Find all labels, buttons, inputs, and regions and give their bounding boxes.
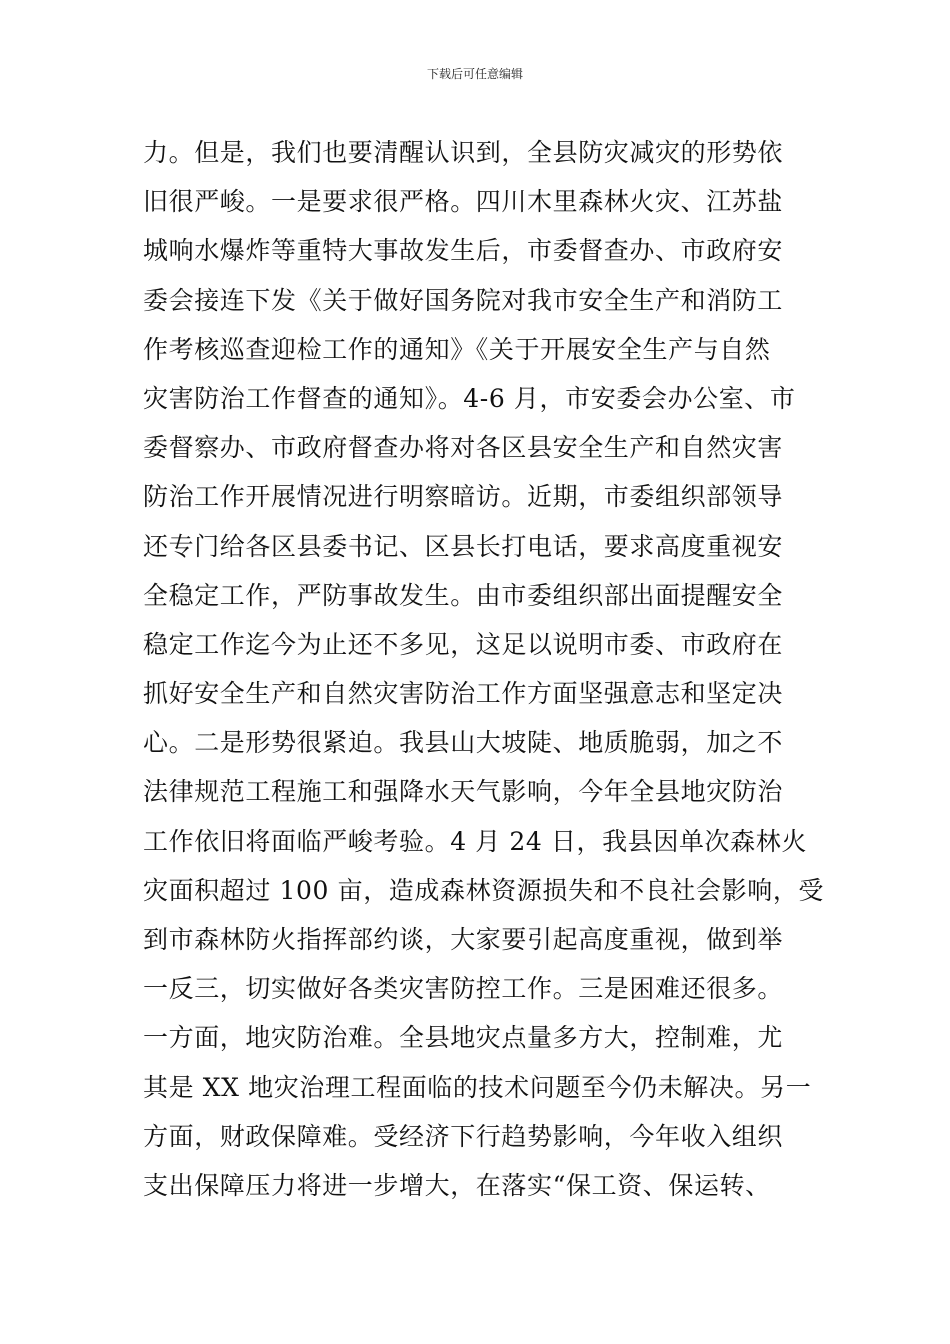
text-line: 法律规范工程施工和强降水天气影响，今年全县地灾防治: [143, 777, 784, 807]
text-line: 委会接连下发《关于做好国务院对我市安全生产和消防工: [143, 285, 784, 315]
text-line: 灾面积超过 100 亩，造成森林资源损失和不良社会影响，受: [143, 875, 825, 905]
text-line: 还专门给各区县委书记、区县长打电话，要求高度重视安: [143, 531, 784, 561]
text-line: 旧很严峻。一是要求很严格。四川木里森林火灾、江苏盐: [143, 187, 784, 217]
text-line: 全稳定工作，严防事故发生。由市委组织部出面提醒安全: [143, 580, 784, 610]
text-line: 工作依旧将面临严峻考验。4 月 24 日，我县因单次森林火: [143, 826, 807, 856]
text-line: 力。但是，我们也要清醒认识到，全县防灾减灾的形势依: [143, 138, 784, 167]
text-line: 支出保障压力将进一步增大，在落实“保工资、保运转、: [143, 1170, 771, 1200]
page-header: 下载后可任意编辑: [426, 67, 523, 81]
text-line: 城响水爆炸等重特大事故发生后，市委督查办、市政府安: [143, 236, 784, 266]
text-line: 灾害防治工作督查的通知》。4-6 月，市安委会办公室、市: [143, 383, 796, 413]
text-line: 其是 XX 地灾治理工程面临的技术问题至今仍未解决。另一: [143, 1072, 812, 1102]
text-line: 一方面，地灾防治难。全县地灾点量多方大，控制难，尤: [143, 1023, 784, 1053]
text-line: 防治工作开展情况进行明察暗访。近期，市委组织部领导: [143, 482, 784, 512]
text-line: 方面，财政保障难。受经济下行趋势影响，今年收入组织: [143, 1121, 784, 1151]
text-line: 委督察办、市政府督查办将对各区县安全生产和自然灾害: [143, 433, 784, 463]
text-line: 一反三，切实做好各类灾害防控工作。三是困难还很多。: [143, 974, 784, 1004]
body-text: [143, 128, 825, 1210]
text-line: 稳定工作迄今为止还不多见，这足以说明市委、市政府在: [143, 629, 784, 659]
text-line: 到市森林防火指挥部约谈，大家要引起高度重视，做到举: [143, 925, 784, 954]
text-line: 心。二是形势很紧迫。我县山大坡陡、地质脆弱，加之不: [143, 728, 784, 758]
text-line: 抓好安全生产和自然灾害防治工作方面坚强意志和坚定决: [143, 679, 784, 709]
text-line: 作考核巡查迎检工作的通知》《关于开展安全生产与自然: [143, 334, 771, 364]
